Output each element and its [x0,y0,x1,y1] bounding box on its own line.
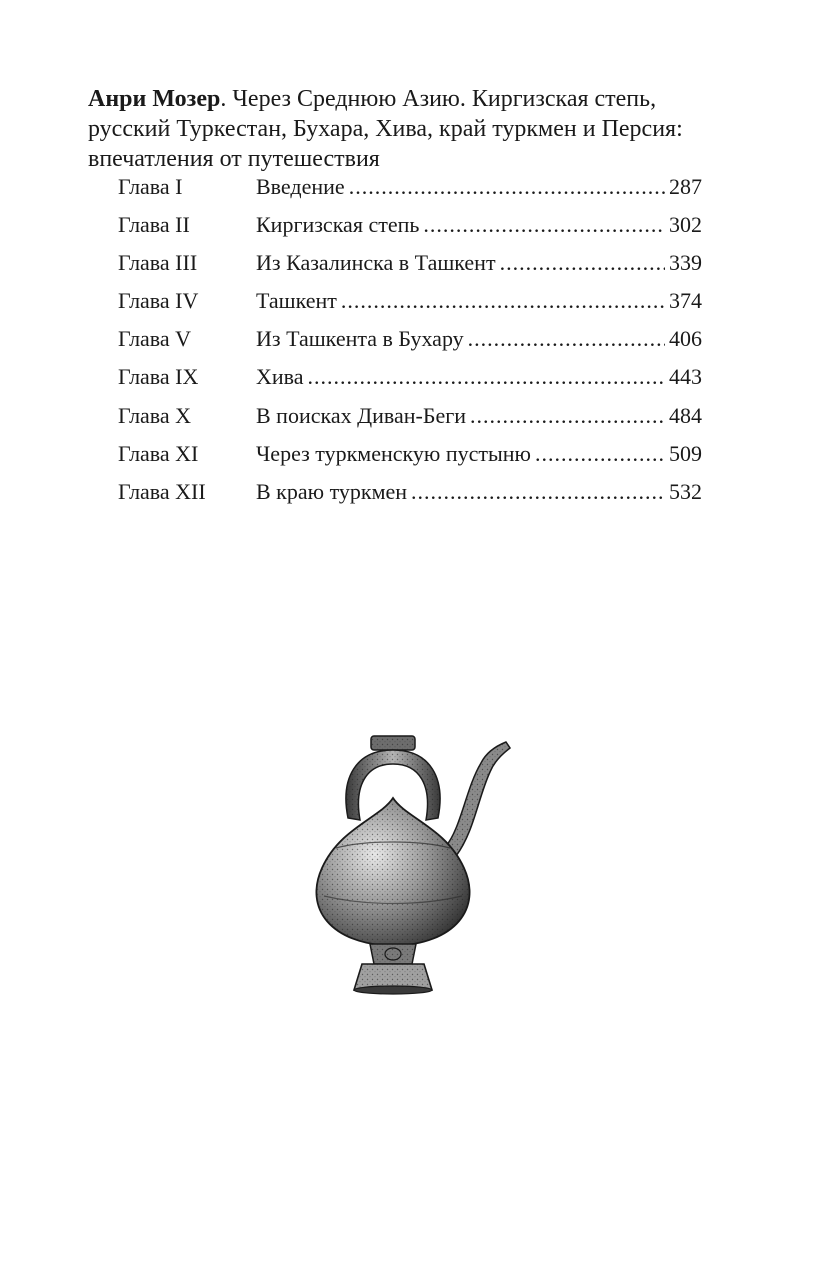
toc-row[interactable] [118,288,702,326]
toc-leader-dots [470,403,665,429]
book-heading [88,84,708,174]
toc-chapter-number: Глава XI [118,440,199,466]
toc-chapter-number: Глава IV [118,288,199,314]
toc-leader-dots [341,288,665,314]
toc-chapter-number: Глава I [118,174,183,199]
toc-row[interactable] [118,174,702,212]
toc-leader-dots [468,326,665,352]
toc-chapter-title: Через туркменскую пустыню [256,440,531,466]
toc-page-number: 339 [669,250,702,276]
toc-chapter-number: Глава III [118,250,198,276]
toc-page-number: 302 [669,212,702,238]
toc-chapter-title: Ташкент [256,288,337,314]
toc-chapter-title: В краю туркмен [256,478,408,504]
toc-chapter-title: В поисках Диван-Беги [256,402,467,428]
toc-page-number: 287 [669,174,702,199]
toc-page-number: 406 [669,326,702,352]
toc-chapter-number: Глава V [118,326,192,352]
toc-chapter-title: Из Казалинска в Ташкент [256,250,496,276]
toc-page-number: 509 [669,440,702,466]
toc-row[interactable] [118,479,702,517]
table-of-contents [118,174,702,517]
toc-page-number: 532 [669,478,702,504]
toc-page-number: 484 [669,402,702,428]
toc-row[interactable] [118,326,702,364]
toc-chapter-title: Киргизская степь [256,212,420,238]
toc-page-number: 374 [669,288,702,314]
toc-leader-dots [411,479,665,505]
toc-leader-dots [500,250,665,276]
toc-chapter-title: Введение [256,174,345,199]
toc-row[interactable] [118,212,702,250]
toc-leader-dots [349,174,665,200]
toc-leader-dots [423,212,665,238]
toc-row[interactable] [118,441,702,479]
toc-chapter-number: Глава IX [118,364,199,390]
book-title: . Через Среднюю Азию. Киргизская степь, русский Туркестан, Бухара, Хива, край туркмен и Персия: впечатления от путешествия [88,86,683,172]
toc-row[interactable] [118,403,702,441]
toc-row[interactable] [118,250,702,288]
toc-chapter-number: Глава XII [118,478,206,504]
ewer-illustration [296,728,520,1000]
toc-page-number: 443 [669,364,702,390]
author-name: Анри Мозер [88,86,221,112]
toc-leader-dots [535,441,665,467]
toc-chapter-number: Глава II [118,212,190,238]
toc-chapter-number: Глава X [118,402,192,428]
toc-chapter-title: Из Ташкента в Бухару [256,326,464,352]
toc-row[interactable] [118,364,702,402]
toc-leader-dots [308,364,665,390]
toc-chapter-title: Хива [256,364,304,390]
